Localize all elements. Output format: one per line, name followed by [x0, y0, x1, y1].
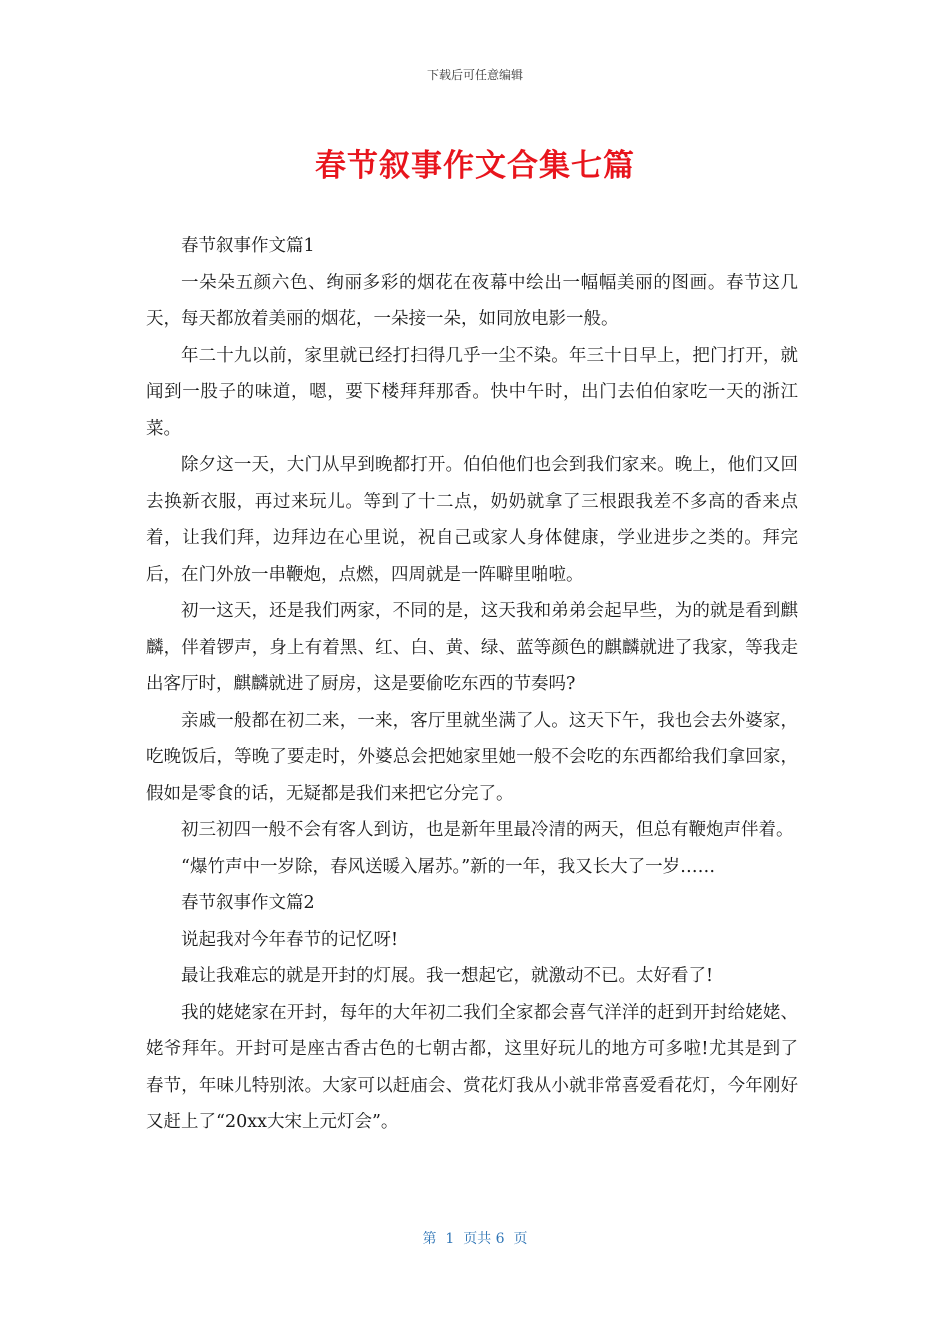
paragraph: 最让我难忘的就是开封的灯展。我一想起它，就激动不已。太好看了! [181, 966, 714, 986]
paragraph: 除夕这一天，大门从早到晚都打开。伯伯他们也会到我们家来。晚上，他们又回去换新衣服，再过来玩儿。等到了十二点，奶奶就拿了三根跟我差不多高的香来点着，让我们拜，边拜边在心里说，祝自己或家人身体健康，学业进步之类的。拜完后，在门外放一串鞭炮，点燃，四周就是一阵噼里啪啦。 [146, 455, 798, 585]
paragraph: 初三初四一般不会有客人到访，也是新年里最冷清的两天，但总有鞭炮声伴着。 [181, 820, 794, 840]
paragraph: 我的姥姥家在开封，每年的大年初二我们全家都会喜气洋洋的赶到开封给姥姥、姥爷拜年。开封可是座古香古色的七朝古都，这里好玩儿的地方可多啦!尤其是到了春节，年味儿特别浓。大家可以赶庙会、赏花灯我从小就非常喜爱看花灯，今年刚好又赶上了“20xx大宋上元灯会”。 [146, 1002, 798, 1132]
document-body [146, 228, 798, 1141]
page-number-footer: 第 1 页共 6 页 [422, 1231, 528, 1247]
paragraph: 春节叙事作文篇1 [181, 236, 315, 256]
paragraph: 亲戚一般都在初二来，一来，客厅里就坐满了人。这天下午，我也会去外婆家，吃晚饭后，等晚了要走时，外婆总会把她家里她一般不会吃的东西都给我们拿回家，假如是零食的话，无疑都是我们来把它分完了。 [146, 710, 798, 804]
paragraph: 春节叙事作文篇2 [181, 893, 315, 913]
page-header-note: 下载后可任意编辑 [426, 68, 523, 82]
paragraph: 说起我对今年春节的记忆呀! [181, 929, 399, 950]
document-title: 春节叙事作文合集七篇 [315, 148, 635, 184]
paragraph: 年二十九以前，家里就已经打扫得几乎一尘不染。年三十日早上，把门打开，就闻到一股子的味道，嗯，要下楼拜拜那香。快中午时，出门去伯伯家吃一天的浙江菜。 [146, 345, 798, 439]
paragraph: 一朵朵五颜六色、绚丽多彩的烟花在夜幕中绘出一幅幅美丽的图画。春节这几天，每天都放着美丽的烟花，一朵接一朵，如同放电影一般。 [146, 272, 798, 329]
paragraph: 初一这天，还是我们两家，不同的是，这天我和弟弟会起早些，为的就是看到麒麟，伴着锣声，身上有着黑、红、白、黄、绿、蓝等颜色的麒麟就进了我家，等我走出客厅时，麒麟就进了厨房，这是要偷吃东西的节奏吗? [146, 601, 798, 694]
paragraph: “爆竹声中一岁除，春风送暖入屠苏。”新的一年，我又长大了一岁…… [181, 856, 716, 877]
